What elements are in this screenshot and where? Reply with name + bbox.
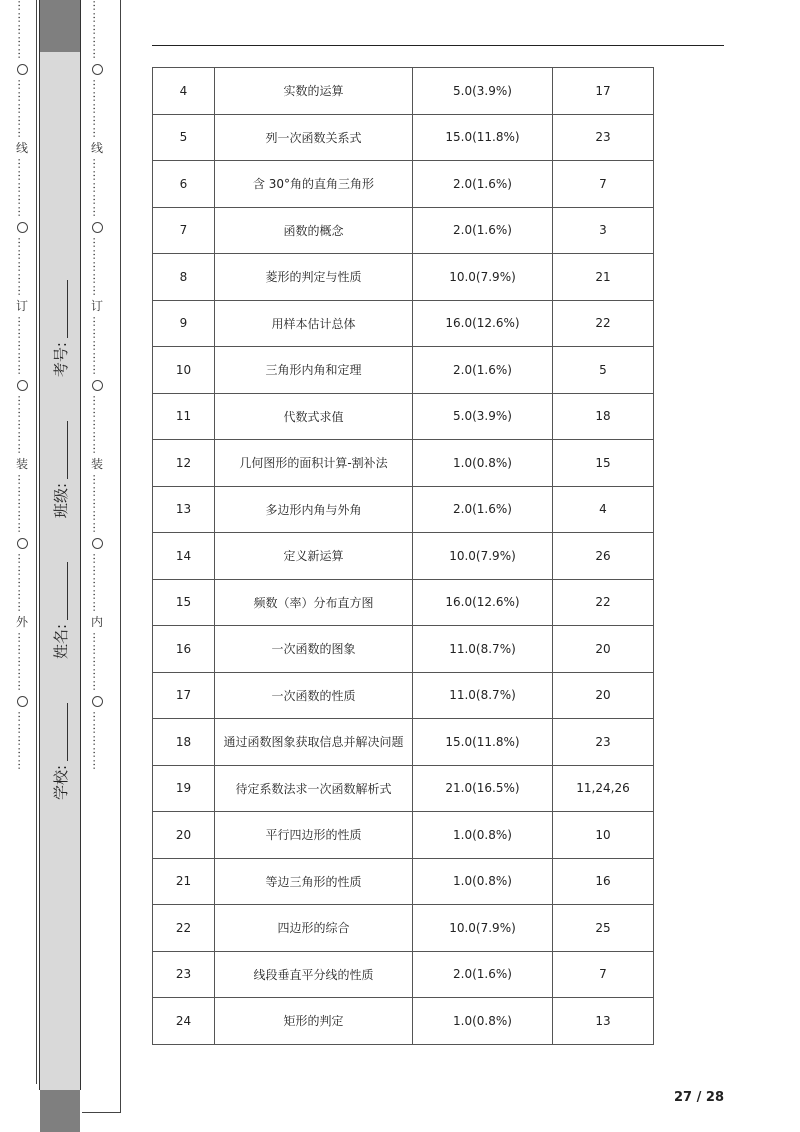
knowledge-point-cell: 函数的概念 [215, 207, 413, 254]
knowledge-point-cell: 定义新运算 [215, 533, 413, 580]
class-label: 班级: [51, 483, 70, 519]
dotted-cut-line: … … … … … [90, 711, 104, 771]
dotted-cut-line: … … … … … [15, 158, 29, 218]
table-row [153, 626, 654, 673]
knowledge-point-cell: 频数（率）分布直方图 [215, 579, 413, 626]
knowledge-point-cell: 用样本估计总体 [215, 300, 413, 347]
knowledge-point-cell: 多边形内角与外角 [215, 486, 413, 533]
name-blank[interactable] [53, 562, 68, 620]
score-cell: 5.0(3.9%) [413, 393, 553, 440]
table-row [153, 951, 654, 998]
question-number-cell: 5 [153, 114, 215, 161]
question-number-cell: 9 [153, 300, 215, 347]
binding-hole-circle [92, 222, 103, 233]
knowledge-point-cell: 菱形的判定与性质 [215, 254, 413, 301]
student-info [44, 280, 76, 800]
score-cell: 1.0(0.8%) [413, 440, 553, 487]
binding-label: 线 [15, 141, 28, 155]
question-ref-cell: 22 [553, 579, 654, 626]
dotted-cut-line: … … … … … [15, 0, 29, 60]
question-number-cell: 23 [153, 951, 215, 998]
question-ref-cell: 25 [553, 905, 654, 952]
knowledge-point-cell: 一次函数的性质 [215, 672, 413, 719]
band-bottom-block [40, 1090, 80, 1132]
question-ref-cell: 15 [553, 440, 654, 487]
dotted-cut-line: … … … … … [90, 0, 104, 60]
page-current: 27 [674, 1090, 693, 1105]
band-left-edge [39, 0, 40, 1090]
question-number-cell: 19 [153, 765, 215, 812]
question-number-cell: 11 [153, 393, 215, 440]
inner-border-line [120, 0, 121, 1112]
knowledge-point-cell: 一次函数的图象 [215, 626, 413, 673]
page-total: 28 [705, 1090, 724, 1105]
question-number-cell: 21 [153, 858, 215, 905]
table-row [153, 254, 654, 301]
class-blank[interactable] [53, 421, 68, 479]
page-number [674, 1090, 724, 1105]
page-separator: / [696, 1090, 702, 1105]
score-cell: 10.0(7.9%) [413, 905, 553, 952]
outer-binding-line [8, 0, 36, 1132]
dotted-cut-line: … … … … … [15, 632, 29, 692]
question-number-cell: 8 [153, 254, 215, 301]
table-row [153, 765, 654, 812]
question-number-cell: 24 [153, 998, 215, 1045]
question-ref-cell: 7 [553, 161, 654, 208]
dotted-cut-line: … … … … … [90, 474, 104, 534]
knowledge-point-cell: 列一次函数关系式 [215, 114, 413, 161]
school-label: 学校: [51, 764, 70, 800]
score-cell: 5.0(3.9%) [413, 68, 553, 115]
knowledge-point-cell: 三角形内角和定理 [215, 347, 413, 394]
table-row [153, 672, 654, 719]
dotted-cut-line: … … … … … [90, 316, 104, 376]
binding-hole-circle [92, 696, 103, 707]
binding-hole-circle [92, 380, 103, 391]
score-cell: 1.0(0.8%) [413, 812, 553, 859]
knowledge-point-cell: 等边三角形的性质 [215, 858, 413, 905]
question-number-cell: 15 [153, 579, 215, 626]
table-row [153, 579, 654, 626]
dotted-cut-line: … … … … … [15, 474, 29, 534]
question-ref-cell: 20 [553, 672, 654, 719]
dotted-cut-line: … … … … … [90, 79, 104, 139]
question-ref-cell: 3 [553, 207, 654, 254]
question-number-cell: 13 [153, 486, 215, 533]
table-row [153, 393, 654, 440]
dotted-cut-line: … … … … … [90, 237, 104, 297]
table-row [153, 300, 654, 347]
table-row [153, 161, 654, 208]
score-cell: 11.0(8.7%) [413, 672, 553, 719]
school-blank[interactable] [53, 703, 68, 761]
table-row [153, 533, 654, 580]
knowledge-point-table [152, 67, 654, 1045]
knowledge-point-cell: 四边形的综合 [215, 905, 413, 952]
binding-label: 订 [15, 299, 28, 313]
table-row [153, 858, 654, 905]
header-rule [152, 45, 724, 46]
score-cell: 2.0(1.6%) [413, 486, 553, 533]
score-cell: 15.0(11.8%) [413, 719, 553, 766]
knowledge-point-cell: 平行四边形的性质 [215, 812, 413, 859]
table-row [153, 114, 654, 161]
question-ref-cell: 21 [553, 254, 654, 301]
question-number-cell: 4 [153, 68, 215, 115]
knowledge-point-cell: 待定系数法求一次函数解析式 [215, 765, 413, 812]
binding-hole-circle [92, 538, 103, 549]
table-row [153, 998, 654, 1045]
knowledge-point-cell: 含 30°角的直角三角形 [215, 161, 413, 208]
binding-label: 外 [15, 615, 28, 629]
score-cell: 2.0(1.6%) [413, 207, 553, 254]
inner-bottom-line [82, 1112, 121, 1113]
dotted-cut-line: … … … … … [15, 79, 29, 139]
question-number-cell: 16 [153, 626, 215, 673]
question-number-cell: 20 [153, 812, 215, 859]
score-cell: 16.0(12.6%) [413, 579, 553, 626]
question-ref-cell: 7 [553, 951, 654, 998]
dotted-cut-line: … … … … … [90, 632, 104, 692]
binding-label: 订 [90, 299, 103, 313]
class-field[interactable] [50, 421, 71, 518]
question-ref-cell: 23 [553, 114, 654, 161]
dotted-cut-line: … … … … … [90, 395, 104, 455]
name-label: 姓名: [51, 623, 70, 660]
table-row [153, 347, 654, 394]
question-ref-cell: 5 [553, 347, 654, 394]
inner-binding-line [84, 0, 110, 1132]
question-number-cell: 18 [153, 719, 215, 766]
binding-hole-circle [17, 64, 28, 75]
score-cell: 16.0(12.6%) [413, 300, 553, 347]
binding-hole-circle [17, 538, 28, 549]
dotted-cut-line: … … … … … [15, 395, 29, 455]
knowledge-point-cell: 几何图形的面积计算-割补法 [215, 440, 413, 487]
table-row [153, 905, 654, 952]
question-ref-cell: 4 [553, 486, 654, 533]
score-cell: 11.0(8.7%) [413, 626, 553, 673]
knowledge-point-cell: 通过函数图象获取信息并解决问题 [215, 719, 413, 766]
binding-hole-circle [92, 64, 103, 75]
table-row [153, 68, 654, 115]
question-ref-cell: 18 [553, 393, 654, 440]
question-ref-cell: 10 [553, 812, 654, 859]
dotted-cut-line: … … … … … [90, 553, 104, 613]
school-field[interactable] [50, 703, 71, 800]
band-right-edge [80, 0, 81, 1090]
question-ref-cell: 16 [553, 858, 654, 905]
score-cell: 1.0(0.8%) [413, 858, 553, 905]
question-number-cell: 17 [153, 672, 215, 719]
score-cell: 2.0(1.6%) [413, 951, 553, 998]
dotted-cut-line: … … … … … [15, 553, 29, 613]
score-cell: 10.0(7.9%) [413, 533, 553, 580]
score-cell: 2.0(1.6%) [413, 161, 553, 208]
table-row [153, 719, 654, 766]
binding-hole-circle [17, 380, 28, 391]
question-ref-cell: 23 [553, 719, 654, 766]
question-number-cell: 14 [153, 533, 215, 580]
dotted-cut-line: … … … … … [90, 158, 104, 218]
knowledge-point-cell: 代数式求值 [215, 393, 413, 440]
question-number-cell: 7 [153, 207, 215, 254]
binding-hole-circle [17, 696, 28, 707]
question-number-cell: 6 [153, 161, 215, 208]
knowledge-point-cell: 实数的运算 [215, 68, 413, 115]
dotted-cut-line: … … … … … [15, 711, 29, 771]
question-ref-cell: 20 [553, 626, 654, 673]
table-row [153, 486, 654, 533]
binding-label: 内 [90, 615, 103, 629]
question-number-cell: 12 [153, 440, 215, 487]
score-cell: 1.0(0.8%) [413, 998, 553, 1045]
question-ref-cell: 11,24,26 [553, 765, 654, 812]
band-top-block [40, 0, 80, 52]
exam-number-blank[interactable] [53, 280, 68, 338]
question-ref-cell: 13 [553, 998, 654, 1045]
outer-border-line [36, 0, 37, 1084]
question-ref-cell: 17 [553, 68, 654, 115]
score-cell: 2.0(1.6%) [413, 347, 553, 394]
question-ref-cell: 26 [553, 533, 654, 580]
exam-number-field[interactable] [50, 280, 71, 377]
score-cell: 10.0(7.9%) [413, 254, 553, 301]
knowledge-point-cell: 线段垂直平分线的性质 [215, 951, 413, 998]
score-cell: 21.0(16.5%) [413, 765, 553, 812]
table-row [153, 207, 654, 254]
dotted-cut-line: … … … … … [15, 316, 29, 376]
score-cell: 15.0(11.8%) [413, 114, 553, 161]
binding-hole-circle [17, 222, 28, 233]
question-ref-cell: 22 [553, 300, 654, 347]
table-row [153, 440, 654, 487]
table-row [153, 812, 654, 859]
question-number-cell: 22 [153, 905, 215, 952]
binding-label: 线 [90, 141, 103, 155]
binding-label: 装 [15, 457, 28, 471]
question-number-cell: 10 [153, 347, 215, 394]
knowledge-point-cell: 矩形的判定 [215, 998, 413, 1045]
dotted-cut-line: … … … … … [15, 237, 29, 297]
exam-number-label: 考号: [51, 342, 70, 378]
name-field[interactable] [50, 562, 71, 659]
binding-label: 装 [90, 457, 103, 471]
